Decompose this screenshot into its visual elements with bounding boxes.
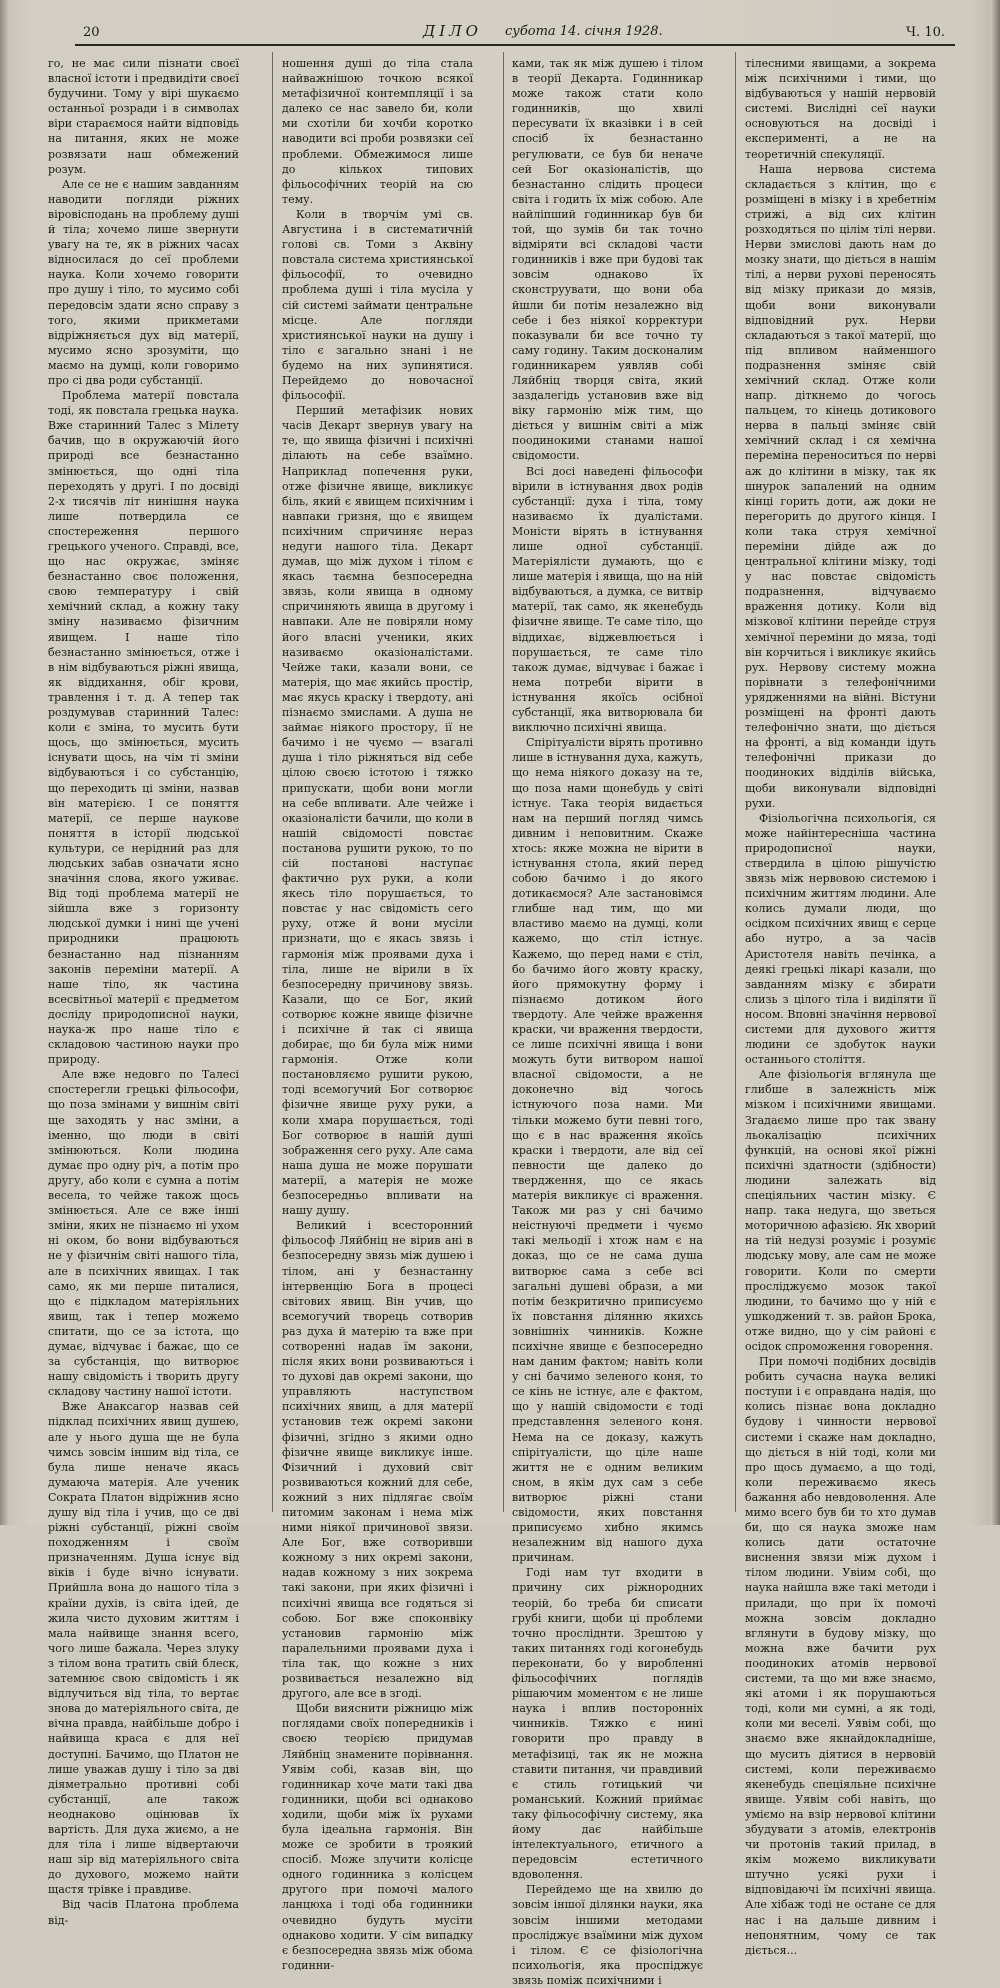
article-paragraph: Великий і всесторонний фільософ Ляйбніц не вірив ані в безпосередну звязь між душею і тілом, ані у безнастанну інтервенцію Бога в процесі світових явищ. Він учив, що всемогучий творець сотворив раз духа й матерію та вже при сотворенні надав їм закони, після яких вони розвиваються і то духові дав окремі закони, що управляють наступством психічних явищ, а для матерії установив теж окремі закони фізичні, згідно з якими одно фізичне явище викликує інше. Фізичний і духовий світ розвиваються кожний для себе, кожний з них підлягає своїм питомим законам і нема між ними ніякої причинової звязи. Але Бог, вже сотворивши кожному з них окремі закони, надав кожному з них зокрема такі закони, при яких фізичні і психічні явища все годяться зі собою. Бог вже споконвіку установив гармонію між паралельними проявами духа і тіла так, що кожне з них розвивається незалежно від другого, але все в згоді. (282, 1219, 473, 1701)
article-paragraph: Щоби вияснити ріжницю між поглядами своїх попередників і своєю теорією придумав Ляйбніц знамените порівнання. Уявім собі, казав він, що годинникар хоче мати такі два годинники, щоби всі однаково ходили, щоби між їх рухами була ідеальна гармонія. Він може се зробити в троякий спосіб. Може злучити колісце одного годинника з колісцем другого при помочі малого ланцюха і тоді оба годинники очевидно будуть мусіти однаково ходити. У сім випадку є безпосередна звязь між обома годинни- (282, 1702, 473, 1972)
article-paragraph: Наша нервова система складається з клітин, що є розміщені в мізку і в хребетнім стрижі, а від сих клітин розходяться по цілім тілі нерви. Нерви змислові дають нам до мозку знати, що діється в нашім тілі, а нерви рухові переносять від мізку прикази до мязів, щоби вони виконували відповідний рух. Нерви складаються з такої матерії, що під впливом найменшого подразнення зміняє свій хемічний склад. Отже коли напр. діткнемо до чогось пальцем, то кінець дотикового нерва в пальці зміняє свій хемічний склад і ся хемічна переміна переноситься по нерві аж до клітини в мізку, так як шнурок запалений на одним кінці горить доти, аж доки не перегорить до другого кінця. І коли така струя хемічної переміни дійде аж до центральної клітини мізку, тоді у нас повстає свідомість подразнення, відчуваємо враження дотику. Коли від мізкової клітини перейде струя хемічної переміни до мяза, тоді він корчиться і викликує якийсь рух. Нервову систему можна порівнати з телефонічними урядженнями на війні. Вістуни розміщені на фронті дають телефонічно знати, що діється на фронті, а від команди ідуть телефонічні прикази до поодиноких відділів війська, щоби виконували відповідні рухи. (745, 162, 936, 810)
issue-number: Ч. 10. (906, 25, 945, 40)
article-column-1 (48, 56, 239, 1927)
article-paragraph: Але вже недовго по Талесі спостерегли грецькі фільософи, що поза змінами у вишнім світі ще заходять у нас зміни, а іменно, що люди в світі змінюються. Коли людина думає про одну річ, а потім про другу, або коли є сумна а потім весела, то чейже також щось змінюється. Але се вже інші зміни, яких не пізнаємо ні ухом ні оком, бо вони відбуваються не у фізичнім світі нашого тіла, але в психічних явищах. І так само, як ми перше питалися, що є підкладом матеріяльних явищ, так і тепер можемо спитати, що се за істота, що думає, відчуває і бажає, що се за субстанція, що витворює нашу свідомість і творить другу складову частину нашої істоти. (48, 1068, 239, 1399)
scan-edge-left (0, 0, 10, 1525)
article-paragraph: Спірітуалісти вірять противно лише в істнування духа, кажуть, що нема ніякого доказу на те, що поза нами щонебудь у світі істнує. Така теорія видається нам на перший погляд чимсь дивним і неповитним. Скаже хтось: якже можна не вірити в істнування стола, який перед собою бачимо і до якого дотикаємося? Але застановімся глибше над тим, що ми властиво маємо на думці, коли кажемо, що стіл істнує. Кажемо, що перед нами є стіл, бо бачимо його жовту краску, його прямокутну форму і пізнаємо дотиком його твердоту. Але чейже враження краски, чи враження твердости, се лише психічні явища і вони можуть бути витвором нашої власної свідомости, а не доконечно від чогось істнуючого поза нами. Ми тільки можемо бути певні того, що є в нас враження якоїсь краски і твердоти, але від сеї певности ще далеко до твердження, що се якась матерія викликує сі враження. Також ми раз у сні бачимо неістнуючі предмети і чуємо такі мельодії і хтож нам є на доказ, що се не сама душа витворює сама з себе всі загальні душеві образи, а ми потім безкритично приписуємо їх повстання ділянню якихсь зовнішніх чинників. Кожне психічне явище є безпосередно нам даним фактом; навіть коли у сні бачимо зеленого коня, то се кінь не істнує, але є фактом, що у нашій свідомости є тоді представлення зеленого коня. Нема на се доказу, кажуть спірітуалісти, що ціле наше життя не є одним великим сном, в якім дух сам з себе витворює ріжні стани свідомости, яких повстання приписуємо хибно якимсь незалежним від нашого духа причинам. (512, 736, 703, 1565)
article-column-4 (745, 56, 936, 1957)
article-paragraph: Перший метафізик нових часів Декарт звернув увагу на те, що явища фізичні і психічні ділають на себе взаїмно. Наприклад попечення руки, отже фізичне явище, викликує біль, який є явищем психічним і навпаки гризня, що є явищем психічним спричиняє нераз недуги нашого тіла. Декарт думав, що між духом і тілом є якась таємна безпосередна звязь, коли явища в одному спричиняють явища в другому і навпаки. Але не повіряли ному його власні ученики, яких називаємо оказіоналістами. Чейже таки, казали вони, се матерія, що має якийсь простір, має якусь краску і твердоту, ані пізнаємо змислами. А душа не займає ніякого простору, ії не бачимо і не чуємо — взагалі душа і тіло ріжняться від себе цілою своєю істотою і тяжко припускати, щоби вони могли на себе впливати. Але чейже і оказіоналісти бачили, що коли в нашій свідомості повстає постанова рушити рукою, то по сій постанові наступає фактично рух руки, а коли якесь тіло порушається, то повстає у нас свідомість сего руху, отже й вони мусіли признати, що є якась звязь і гармонія між проявами духа і тіла, лише не вірили в їх безпосередну причинову звязь. Казали, що се Бог, який сотворює кожне явище фізичне і психічне й так сі явища добирає, що би була між ними гармонія. Отже коли постановляємо рушити рукою, тоді всемогучий Бог сотворює фізичне явище руху руки, а коли хмара порушається, тоді Бог сотворює в нашій душі зображення сего руху. Але сама наша душа не може порушати матерії, а матерія не може безпосередньо впливати на нашу душу. (282, 404, 473, 1218)
article-paragraph: ками, так як між душею і тілом в теорії Декарта. Годинникар може також стати коло годинників, що хвилі пересувати їх вказівки і в сей спосіб їх безнастанно регулювати, се був би неначе сей Бог оказіоналістів, що безнастанно слідить процеси світа і годить їх між собою. Але найліпший годинникар був би той, що зумів би так точно відміряти всі складові части годинників і вже при будові так зовсім однаково їх сконструувати, що вони оба йшли би потім незалежно від себе і без ніякої корректури показували би все точно ту саму годину. Таким досконалим годинникарем уявляв собі Ляйбніц творця світа, який заздалегідь установив вже від віку гармонію між тим, що діється у вишнім світі а між поодинокими станами нашої свідомости. (512, 57, 703, 463)
article-column-2 (282, 56, 473, 1972)
article-paragraph: Проблема матерії повстала тоді, як повстала грецька наука. Вже старинний Талес з Мілету бачив, що в окружаючій його природі все безнастанно змінюється, що одні тіла переходять у другі. І по досвіді 2-х тисячів літ нинішня наука лише потвердила се спостереження першого грецького ученого. Справді, все, що нас окружає, зміняє безнастанно своє положення, свою температуру і свій хемічний склад, а кожну таку зміну називаємо фізичним явищем. І наше тіло безнастанно змінюється, отже і в нім відбуваються ріжні явища, як віддихання, обіг крови, травлення і т. д. А тепер так роздумував старинний Талес: коли є зміна, то мусить бути щось, що змінюється, мусить існувати щось, на чім ті зміни відбуваються і со субстанцію, що переходить ці зміни, назвав він матерією. І се поняття матерії, се перше наукове поняття в історії людської культури, се нерідний раз для людських забав означати ясно значіння слова, якого уживає. Від тоді проблема матерії не зійшла вже з горизонту людської думки і нині ще учені природники працюють безнастанно над пізнанням законів переміни матерії. А наше тіло, як частина всесвітньої матерії є предметом досліду природописної науки, наука-ж про наше тіло є складовою частиною науки про природу. (48, 389, 239, 1067)
article-paragraph: Але фізіольогія вглянула ще глибше в залежність між мізком і психічними явищами. Згадаємо лише про так звану льокалізацію психічних функцій, на основі якої ріжні психічні здатности (здібности) людини залежать від спеціяльних частин мізку. Є напр. така недуга, що зветься моторичною афазією. Як хворий на тій недузі розуміє і розуміє людську мову, але сам не може говорити. Коли по смерти просліджуємо мозок такої людини, то бачимо що у ній є ушкоджений т. зв. район Брока, отже видно, що у сім районі є осідок спроможення говорення. (745, 1068, 936, 1353)
issue-date: субота 14. січня 1928. (505, 24, 663, 39)
page-number: 20 (83, 25, 100, 40)
article-paragraph: ношення душі до тіла стала найважнішою точкою всякої метафізичної контемпляції і за далеко се нас завело би, коли ми схотіли би хочби коротко наводити всі проби розвязки сеї проблеми. Обмежимося лише до кількох типових фільософічних теорій на сю тему. (282, 57, 473, 206)
column-divider (735, 52, 736, 1512)
column-divider (503, 52, 504, 1512)
article-paragraph: Від часів Платона проблема від- (48, 1898, 239, 1927)
scan-edge-right (990, 0, 1000, 1525)
article-paragraph: тілесними явищами, а зокрема між психічними і тими, що відбуваються у нашій нервовій системі. Вислідні сеї науки основуються на досвіді і експерименті, а не на теоретичній спекуляції. (745, 57, 936, 161)
article-paragraph: Але се не є нашим завданням наводити погляди ріжних віровісподань на проблему душі й тіла; хочемо лише звернути увагу на те, як в ріжних часах відносилася до сеї проблеми наука. Коли хочемо говорити про душу і тіло, то мусимо собі передовсім здати ясно справу з того, якими прикметами відріжняється дух від матерії, мусимо ясно зрозуміти, що маємо на думці, коли говоримо про сі два роди субстанції. (48, 177, 239, 387)
article-paragraph: го, не має сили пізнати своєї власної істоти і предвидіти своєї будучини. Тому у вірі шукаємо останньої розради і в символах віри стараємося найти відповідь на питання, яких не може розвязати наш обмежений розум. (48, 57, 239, 176)
page-header (75, 22, 955, 46)
article-paragraph: Годі нам тут входити в причину сих ріжнородних теорій, бо треба би списати грубі книги, щоби ці проблеми точно просліднти. Зрештою у таких питаннях годі когонебудь переконати, бо у виробленні фільософічних поглядів рішаючим моментом є не лише наука і вплив посторонніх чинників. Тяжко є нині говорити про правду в метафізиці, так як не можна ставити питання, чи правдивий є стиль готицький чи романський. Кожний приймає таку фільософічну систему, яка йому дає найбільше інтелектуального, етичного а передовсім естетичного вдоволення. (512, 1566, 703, 1882)
article-paragraph: При помочі подібних досвідів робить сучасна наука великі поступи і є оправдана надія, що колись пізнає вона докладно будову і чинности нервової системи і скаже нам докладно, що діється в ній тоді, коли ми про щось думаємо, а що тоді, коли переживаємо якесь бажання або невдоволення. Але мимо всего був би то хто думав би, що ся наука зможе нам колись дати остаточне виснення звязи між духом і тілом людини. Увіим собі, що наука найшла вже такі методи і прилади, що при їх помочі можна зовсім докладно вглянути в будову мізку, що можна вже бачити рух поодиноких атомів нервової системи, та що ми вже знаємо, які атоми і як порушаються тоді, коли ми сумні, а як тоді, коли ми веселі. Уявім собі, що знаємо вже якнайдокладніше, що мусить діятися в нервовій системі, коли переживаємо якенебудь спеціяльне психічне явище. Уявім собі навіть, що уміємо на взір нервової клітини збудувати з атомів, електронів чи протонів такий прилад, в якім можемо викликувати штучно усякі рухи і відповідаючі їм психічні явища. Але хібаж тоді не остане се для нас і на дальше дивним і непонятним, чому се так діється... (745, 1355, 936, 1957)
article-paragraph: Перейдемо ще на хвилю до зовсім іншої ділянки науки, яка зовсім іншими методами просліджує взаїмини між духом і тілом. Є се фізіологічна психольогія, яка проспіджує звязь поміж психічними і (512, 1883, 703, 1987)
article-paragraph: Фізіольогічна психольогія, ся може найінтересніша частина природописної науки, ствердила в цілою рішучістю звязь між нервовою системою і психічним життям людини. Але колись думали люди, що осідком психічних явищ є серце або нутро, а за часів Аристотеля навіть печінка, а деякі грецькі лікарі казали, що завданням мізку є збирати слизь з цілого тіла і виділяти її носом. Вповні значіння нервової системи для духового життя людини се здобуток науки останнього століття. (745, 811, 936, 1067)
column-divider (272, 52, 273, 1512)
article-column-3 (512, 56, 703, 1987)
masthead-title: ДІЛО (423, 22, 482, 40)
article-paragraph: Всі досі наведені фільософи вірили в істнування двох родів субстанції: духа і тіла, тому називаємо їх дуалістами. Моністи вірять в істнування лише одної субстанції. Матеріялісти думають, що є лише матерія і явища, що на ній відбуваються, а думка, се витвір матерії, так само, як якенебудь фізичне явище. Те саме тіло, що віддихає, віджевлюється і порушається, те саме тіло також думає, відчуває і бажає і нема потреби вірити в істнування якоїсь осібної субстанції, яка витворювала би виключно психічні явища. (512, 464, 703, 735)
article-paragraph: Коли в творчім умі св. Августина і в систематичній голові св. Томи з Аквіну повстала система християнської фільософії, то очевидно проблема душі і тіла мусіла у сій системі займати центральне місце. Але погляди християнської науки на душу і тіло є загально знані і не будемо на них зупинятися. Перейдемо до новочасної фільософії. (282, 207, 473, 403)
article-paragraph: Вже Анаксагор назвав сей підклад психічних явищ душею, але у нього душа ще не була чимсь зовсім іншим від тіла, се була лише неначе якась думаюча матерія. Але ученик Сократа Платон відріжнив ясно душу від тіла і учив, що се дві ріжні субстанції, ріжні своїм походженням і своїм призначенням. Душа існує від віків і буде вічно існувати. Прийшла вона до нашого тіла з країни духів, із світа ідей, де жила чисто духовим життям і мала найвище знання всего, чого лише бажала. Через злуку з тілом вона тратить свій блеск, затемнює свою свідомість і як відлучиться від тіла, то вертає знова до матеріяльного світа, де вічна правда, найбільше добро і найвища краса є для неї доступні. Бачимо, що Платон не лише уважав душу і тіло за дві діяметрально противні собі субстанції, але також неоднаково оцінював їх вартість. Для духа жиємо, а не для тіла і лише відвертаючи наш зір від матеріяльного світа до духового, можемо найти щастя трівке і правдиве. (48, 1400, 239, 1897)
